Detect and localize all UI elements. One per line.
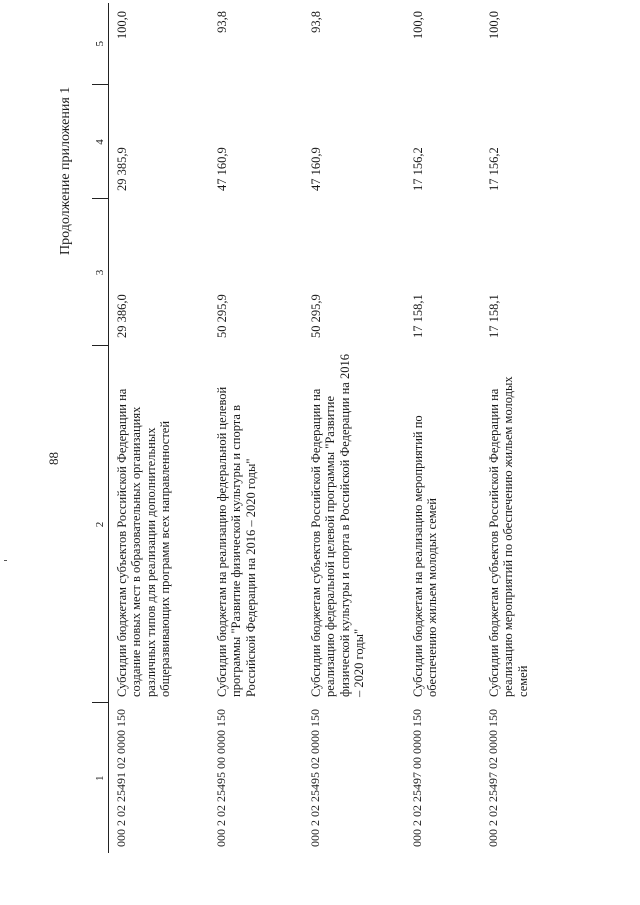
scan-speck [4, 560, 7, 561]
table-row [405, 3, 481, 853]
value-col5: 93,8 [309, 11, 323, 33]
value-col3: 17 158,1 [411, 294, 425, 338]
value-col4: 47 160,9 [309, 147, 323, 191]
table-row [109, 3, 210, 853]
value-col4: 17 156,2 [411, 147, 425, 191]
value-col3: 50 295,9 [309, 294, 323, 338]
value-col5: 93,8 [215, 11, 229, 33]
budget-code: 000 2 02 25497 00 0000 150 [410, 709, 424, 847]
budget-table [92, 3, 553, 853]
revenue-name: Субсидии бюджетам субъектов Российской Федерации на реализацию мероприятий по обеспечению жильем молодых семей [487, 376, 530, 697]
page-number: 88 [46, 452, 61, 465]
header-row [92, 3, 109, 853]
column-header-3: 3 [92, 199, 109, 346]
budget-code: 000 2 02 25491 02 0000 150 [114, 709, 128, 847]
value-col4: 17 156,2 [487, 147, 501, 191]
budget-code: 000 2 02 25495 02 0000 150 [308, 709, 322, 847]
revenue-name: Субсидии бюджетам субъектов Российской Федерации на создание новых мест в образовательных организациях различных типов для реализации дополнительных общеразвивающих программ всех направленностей [115, 388, 173, 697]
appendix-continuation-title: Продолжение приложения 1 [58, 86, 73, 255]
column-header-4: 4 [92, 85, 109, 199]
table-row [303, 3, 405, 853]
revenue-name: Субсидии бюджетам на реализацию федеральной целевой программы "Развитие физической культуры и спорта в Российской Федерации на 2016 – 2020 годы" [215, 386, 258, 697]
column-header-2: 2 [92, 346, 109, 703]
value-col3: 50 295,9 [215, 294, 229, 338]
budget-code: 000 2 02 25497 02 0000 150 [486, 709, 500, 847]
revenue-name: Субсидии бюджетам субъектов Российской Федерации на реализацию федеральной целевой программы "Развитие физической культуры и спорта в Российской Федерации на 2016 – 2020 годы" [309, 354, 367, 697]
value-col3: 17 158,1 [487, 294, 501, 338]
column-header-1: 1 [92, 703, 109, 853]
value-col4: 29 385,9 [115, 147, 129, 191]
table-row [481, 3, 553, 853]
value-col3: 29 386,0 [115, 294, 129, 338]
revenue-name: Субсидии бюджетам на реализацию мероприятий по обеспечению жильем молодых семей [411, 415, 440, 697]
table-row [209, 3, 303, 853]
value-col4: 47 160,9 [215, 147, 229, 191]
value-col5: 100,0 [487, 11, 501, 40]
column-header-5: 5 [92, 3, 109, 85]
value-col5: 100,0 [411, 11, 425, 40]
value-col5: 100,0 [115, 11, 129, 40]
budget-code: 000 2 02 25495 00 0000 150 [214, 709, 228, 847]
